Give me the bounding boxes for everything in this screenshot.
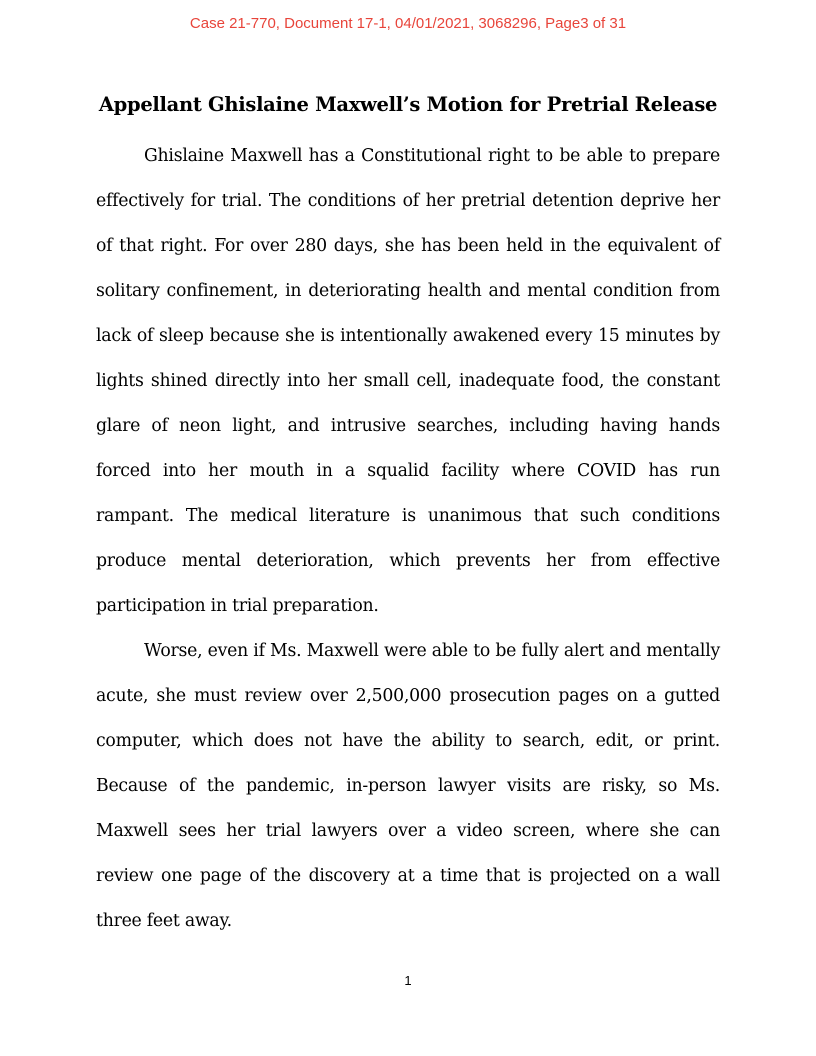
page-number: 1 xyxy=(404,973,412,988)
document-body xyxy=(96,134,720,944)
body-paragraph-2: Worse, even if Ms. Maxwell were able to be fully alert and mentally acute, she must review over 2,500,000 prosecution pages on a gutted computer, which does not have the ability to search, edit, or print. Because of the pandemic, in-person lawyer visits are risky, so Ms. Maxwell sees her trial lawyers over a video screen, where she can review one page of the discovery at a time that is projected on a wall three feet away. xyxy=(96,641,720,931)
case-header-stamp: Case 21-770, Document 17-1, 04/01/2021, 3068296, Page3 of 31 xyxy=(189,15,627,32)
document-title: Appellant Ghislaine Maxwell’s Motion for Pretrial Release xyxy=(98,93,718,116)
body-paragraph-1: Ghislaine Maxwell has a Constitutional right to be able to prepare effectively for trial. The conditions of her pretrial detention deprive her of that right. For over 280 days, she has been held in the equivalent of solitary confinement, in deteriorating health and mental condition from lack of sleep because she is intentionally awakened every 15 minutes by lights shined directly into her small cell, inadequate food, the constant glare of neon light, and intrusive searches, including having hands forced into her mouth in a squalid facility where COVID has run rampant. The medical literature is unanimous that such conditions produce mental deterioration, which prevents her from effective participation in trial preparation. xyxy=(96,146,720,616)
